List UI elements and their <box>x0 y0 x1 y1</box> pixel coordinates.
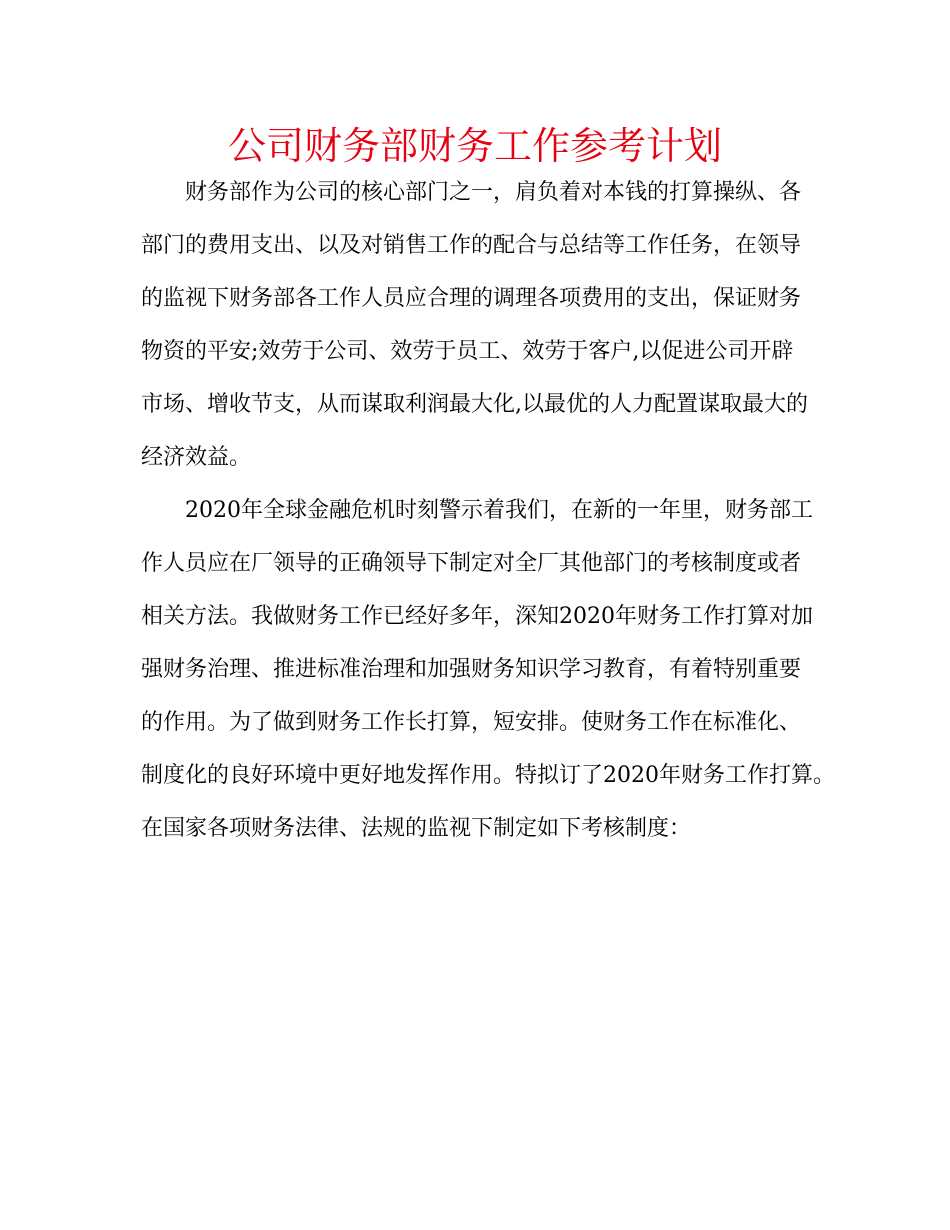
paragraph-1-line-3: 的监视下财务部各工作人员应合理的调理各项费用的支出，保证财务 <box>141 286 802 311</box>
paragraph-1-line-6: 经济效益。 <box>141 445 252 470</box>
document-title: 公司财务部财务工作参考计划 <box>227 124 722 168</box>
paragraph-2-line-5: 的作用。为了做到财务工作长打算，短安排。使财务工作在标准化、 <box>141 710 802 735</box>
paragraph-2-line-2: 作人员应在厂领导的正确领导下制定对全厂其他部门的考核制度或者 <box>141 551 802 576</box>
paragraph-2-line-3: 相关方法。我做财务工作已经好多年，深知2020年财务工作打算对加 <box>141 604 813 629</box>
paragraph-2-line-1: 2020年全球金融危机时刻警示着我们，在新的一年里，财务部工 <box>185 498 813 523</box>
paragraph-1-line-1: 财务部作为公司的核心部门之一，肩负着对本钱的打算操纵、各 <box>185 180 802 205</box>
paragraph-1-line-5: 市场、增收节支，从而谋取利润最大化,以最优的人力配置谋取最大的 <box>141 392 808 417</box>
paragraph-2-line-7: 在国家各项财务法律、法规的监视下制定如下考核制度： <box>141 816 692 841</box>
paragraph-2-line-4: 强财务治理、推进标准治理和加强财务知识学习教育，有着特别重要 <box>141 657 802 682</box>
paragraph-1-line-2: 部门的费用支出、以及对销售工作的配合与总结等工作任务，在领导 <box>141 233 802 258</box>
paragraph-1-line-4: 物资的平安;效劳于公司、效劳于员工、效劳于客户,以促进公司开辟 <box>141 339 794 364</box>
paragraph-2-line-6: 制度化的良好环境中更好地发挥作用。特拟订了2020年财务工作打算。 <box>141 763 835 788</box>
